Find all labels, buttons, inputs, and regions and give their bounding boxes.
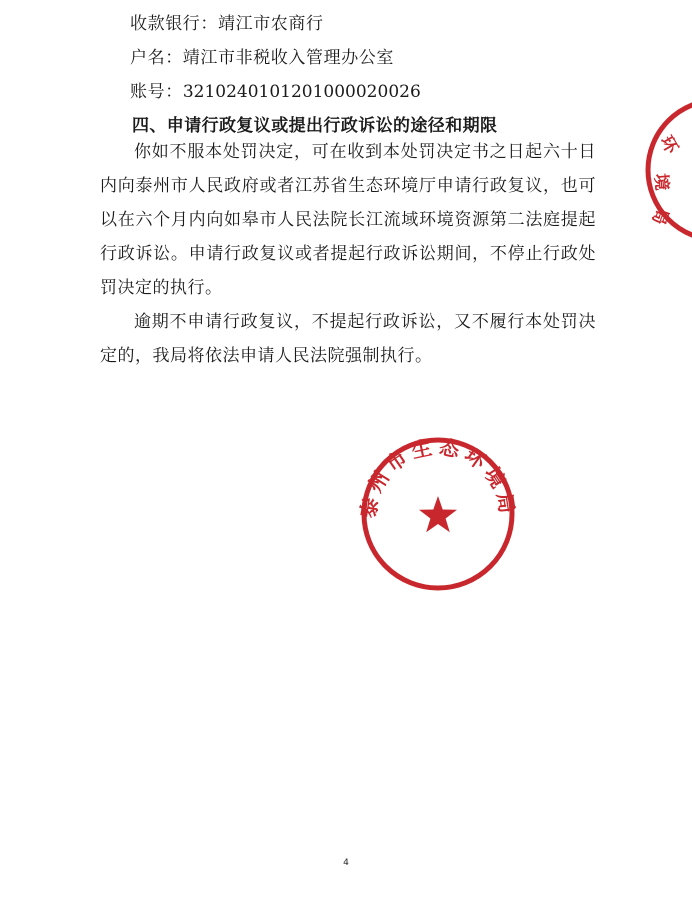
bank-line: 收款银行：靖江市农商行 [130, 14, 324, 34]
paragraph-appeal-rights: 你如不服本处罚决定，可在收到本处罚决定书之日起六十日内向泰州市人民政府或者江苏省生态环境厅申请行政复议，也可以在六个月内向如皋市人民法院长江流域环境资源第二法庭提起行政诉讼。申请行政复议或者提起行政诉讼期间，不停止行政处罚决定的执行。 [100, 142, 596, 298]
official-seal-image [358, 434, 518, 594]
svg-text:局: 局 [647, 204, 673, 228]
account-name-line: 户名：靖江市非税收入管理办公室 [130, 48, 394, 68]
svg-text:泰州市生态环境局: 泰州市生态环境局 [358, 434, 518, 520]
svg-text:环: 环 [655, 132, 682, 158]
section-heading: 四、申请行政复议或提出行政诉讼的途径和期限 [132, 116, 498, 136]
account-label: 账号： [130, 82, 183, 102]
partial-seal-image [636, 90, 692, 250]
page-number: 4 [343, 858, 349, 868]
paragraph-enforcement: 逾期不申请行政复议，不提起行政诉讼，又不履行本处罚决定的，我局将依法申请人民法院强制执行。 [100, 312, 596, 366]
account-number: 3210240101201000020026 [182, 82, 421, 102]
account-number-line [130, 82, 421, 102]
svg-text:境: 境 [650, 172, 672, 192]
